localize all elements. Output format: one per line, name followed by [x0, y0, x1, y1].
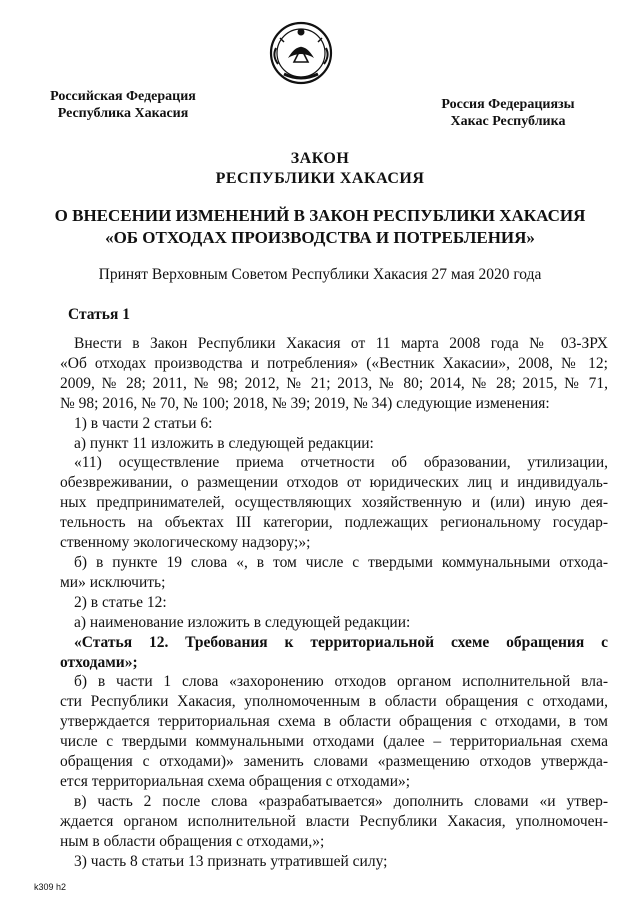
article-line: ется территориальная схема обращения с отходами»; [60, 772, 411, 790]
article-line: отходами»; [60, 653, 138, 671]
coat-of-arms-icon [266, 18, 336, 86]
article-line: «11) осуществление приема отчетности об образовании, утилизации, [74, 454, 608, 472]
article-line: а) наименование изложить в следующей редакции: [74, 613, 411, 631]
header-right-line1: Россия Федерациязы [441, 97, 575, 112]
article-line: Внести в Закон Республики Хакасия от 11 марта 2008 года № 03-ЗРХ [74, 335, 608, 352]
article-line: обезвреживании, о размещении отходов от юридических лиц и индивидуаль- [60, 474, 608, 492]
article-line: 1) в части 2 статьи 6: [74, 414, 213, 432]
law-subject-line2: «ОБ ОТХОДАХ ПРОИЗВОДСТВА И ПОТРЕБЛЕНИЯ» [105, 228, 535, 247]
article-line: 3) часть 8 статьи 13 признать утратившей силу; [74, 852, 388, 870]
header-left [28, 88, 218, 122]
article-line: 2009, № 28; 2011, № 98; 2012, № 21; 2013, № 80; 2014, № 28; 2015, № 71, [60, 374, 608, 392]
article-line: б) в части 1 слова «захоронению отходов органом исполнительной вла- [74, 673, 608, 691]
article-line: 2) в статье 12: [74, 593, 167, 611]
article-line: № 98; 2016, № 70, № 100; 2018, № 39; 2019, № 34) следующие изменения: [60, 394, 550, 412]
adoption-note: Принят Верховным Советом Республики Хакасия 27 мая 2020 года [98, 266, 542, 283]
article-line: ным в области обращения с отходами,»; [60, 832, 325, 850]
footer-code: k309 h2 [34, 882, 67, 892]
header-right [418, 96, 598, 130]
law-subject-line1: О ВНЕСЕНИИ ИЗМЕНЕНИЙ В ЗАКОН РЕСПУБЛИКИ ХАКАСИЯ [54, 206, 586, 225]
article-line: б) в пункте 19 слова «, в том числе с твердыми коммунальными отхода- [74, 553, 608, 571]
article-line: сти Республики Хакасия, уполномоченным в области обращения с отходами, [60, 693, 608, 711]
article-body [60, 334, 608, 871]
article-line: а) пункт 11 изложить в следующей редакции: [74, 434, 374, 452]
article-line: «Об отходах производства и потребления» («Вестник Хакасии», 2008, № 12; [60, 354, 608, 372]
article-line: ми» исключить; [60, 573, 166, 591]
article-line: обращения с отходами)» заменить словами «размещению отходов утвержда- [60, 753, 608, 771]
article-line: «Статья 12. Требования к территориальной схеме обращения с [74, 633, 608, 651]
header-right-line2: Хакас Республика [450, 114, 566, 129]
header-left-line2: Республика Хакасия [57, 106, 189, 121]
article-line: ных предпринимателей, осуществляющих хозяйственную и (или) иную дея- [60, 494, 608, 512]
law-title: ЗАКОН [290, 150, 350, 167]
article-line: утверждается территориальная схема в области обращения с отходами, в том [60, 713, 608, 731]
article-line: числе с твердыми коммунальными отходами (далее – территориальная схема [60, 733, 608, 751]
article-line: ственному экологическому надзору;»; [60, 534, 311, 552]
header-left-line1: Российская Федерация [50, 89, 196, 104]
article-line: в) часть 2 после слова «разрабатывается» дополнить словами «и утвер- [74, 792, 608, 810]
law-title-region: РЕСПУБЛИКИ ХАКАСИЯ [215, 170, 425, 187]
article-heading: Статья 1 [68, 306, 130, 323]
article-line: тельность на объектах III категории, подлежащих региональному государ- [60, 514, 608, 532]
article-line: ждается органом исполнительной власти Республики Хакасия, уполномочен- [60, 812, 608, 830]
